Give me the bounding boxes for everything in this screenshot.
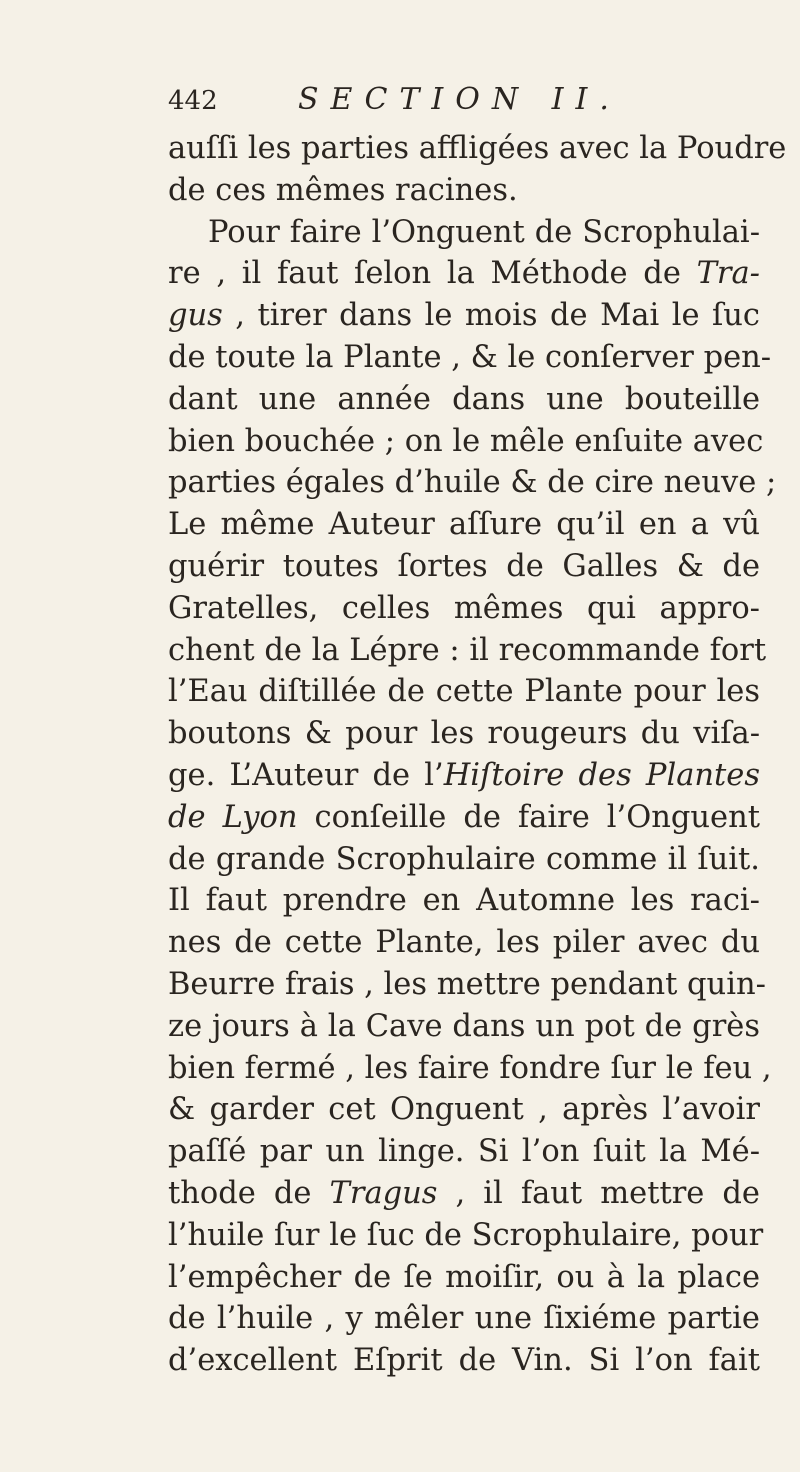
text-line (168, 504, 760, 546)
text-run: Pour faire l’Onguent de Scrophulai- (208, 214, 760, 250)
text-run: dant une année dans une bouteille (168, 381, 760, 417)
body-text (168, 128, 787, 1382)
section-title: SECTION II. (298, 82, 621, 117)
text-run: parties égales d’huile & de cire neuve ; (168, 465, 777, 501)
text-line (168, 630, 767, 672)
text-line (168, 337, 772, 379)
text-run: nes de cette Plante, les piler avec du (168, 925, 760, 961)
text-run: thode de (168, 1175, 330, 1211)
text-run: bien bouchée ; on le mêle enſuite avec (168, 423, 764, 459)
text-run: ze jours à la Cave dans un pot de grès (168, 1008, 760, 1044)
text-run: gus (168, 298, 223, 334)
text-line (168, 128, 787, 170)
text-run: l’Eau diſtillée de cette Plante pour les (168, 674, 760, 710)
text-line (168, 379, 760, 421)
text-line (168, 212, 760, 254)
text-run: de Lyon (168, 799, 298, 835)
text-line (168, 922, 760, 964)
page-number: 442 (168, 86, 218, 116)
text-run: Tra- (696, 256, 760, 292)
text-run: boutons & pour les rougeurs du viſa- (168, 716, 760, 752)
text-line (168, 546, 760, 588)
text-line (168, 1006, 760, 1048)
text-run: Hiſtoire des Plantes (443, 757, 760, 793)
text-run: , il faut mettre de (437, 1175, 760, 1211)
text-run: l’empêcher de ſe moiſir, ou à la place (168, 1259, 760, 1295)
text-line (168, 1048, 772, 1090)
text-line (168, 1173, 760, 1215)
text-run: re , il faut ſelon la Méthode de (168, 256, 697, 292)
text-run: de grande Scrophulaire comme il ſuit. (168, 841, 760, 877)
text-run: de ces mêmes racines. (168, 172, 518, 208)
text-line (168, 839, 760, 881)
text-line (168, 1089, 760, 1131)
text-run: Gratelles, celles mêmes qui appro- (168, 590, 760, 626)
text-run: conſeille de faire l’Onguent (297, 799, 760, 835)
text-line (168, 588, 760, 630)
text-line (168, 1340, 760, 1382)
text-run: Le même Auteur aſſure qu’il en a vû (168, 507, 760, 543)
text-run: d’excellent Eſprit de Vin. Si l’on fait (168, 1343, 760, 1379)
running-header (168, 82, 760, 126)
text-line (168, 421, 764, 463)
text-line (168, 713, 760, 755)
text-line (168, 253, 760, 295)
text-line (168, 797, 760, 839)
text-run: Beurre frais , les mettre pendant quin- (168, 966, 766, 1002)
text-line (168, 462, 777, 504)
text-run: auſſi les parties affligées avec la Poudre (168, 131, 787, 166)
text-line (168, 755, 760, 797)
text-run: & garder cet Onguent , après l’avoir (168, 1092, 760, 1128)
text-run: Tragus (329, 1175, 438, 1211)
text-run: , tirer dans le mois de Mai le ſuc (222, 298, 760, 334)
text-line (168, 880, 760, 922)
text-run: ge. L’Auteur de l’ (168, 757, 444, 793)
text-line (168, 1298, 760, 1340)
text-run: guérir toutes ſortes de Galles & de (168, 548, 760, 584)
text-run: paſſé par un linge. Si l’on ſuit la Mé- (168, 1134, 760, 1170)
text-line (168, 964, 766, 1006)
text-line (168, 295, 760, 337)
text-line (168, 1257, 760, 1299)
text-line (168, 170, 760, 212)
text-run: l’huile ſur le ſuc de Scrophulaire, pour (168, 1217, 764, 1253)
text-line (168, 671, 760, 713)
text-run: Il faut prendre en Automne les raci- (168, 883, 760, 919)
text-run: de toute la Plante , & le conſerver pen- (168, 339, 772, 375)
text-run: bien fermé , les faire fondre ſur le feu , (168, 1050, 772, 1086)
text-line (168, 1215, 764, 1257)
text-line (168, 1131, 760, 1173)
text-run: de l’huile , y mêler une ſixiéme partie (168, 1301, 760, 1337)
text-run: chent de la Lépre : il recommande fort (168, 632, 767, 668)
